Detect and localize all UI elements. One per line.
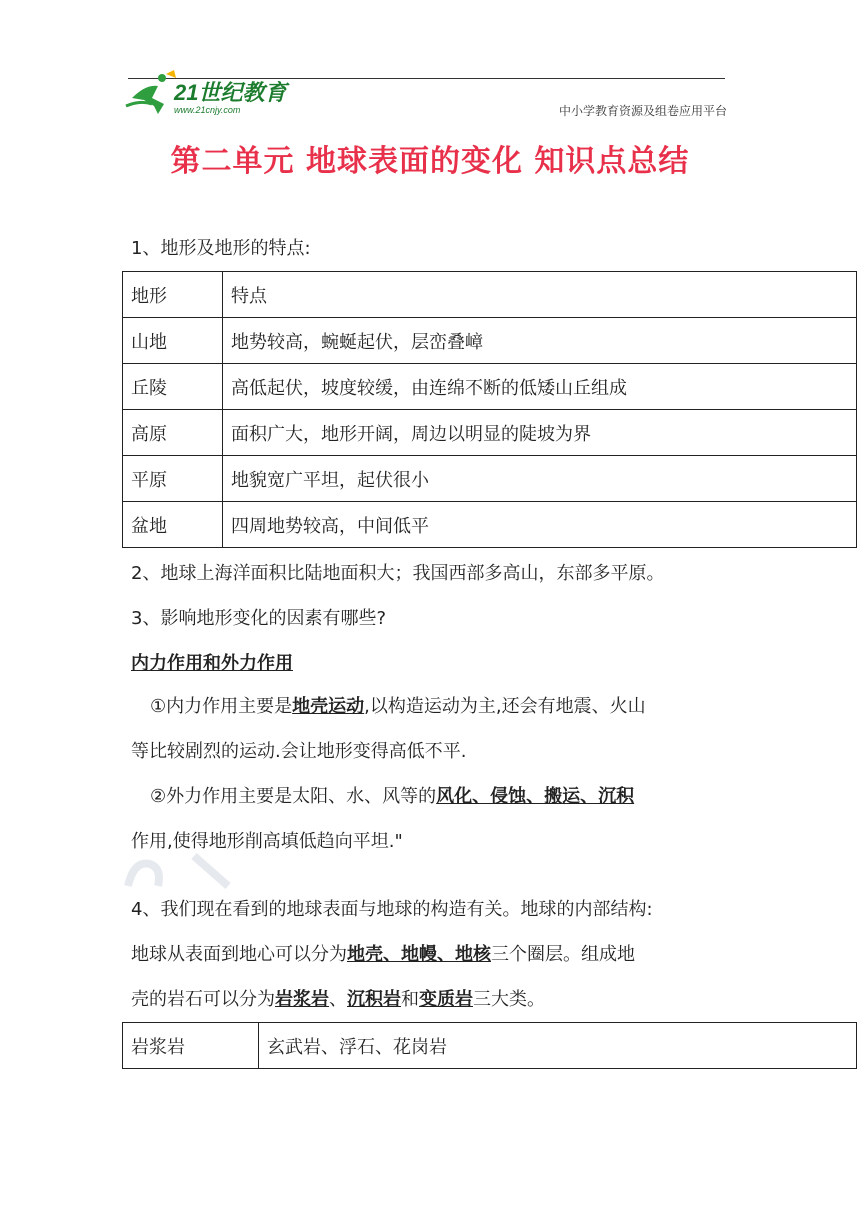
section3-para2-line1 xyxy=(150,784,634,810)
table-cell: 平原 xyxy=(123,456,223,502)
section1-heading: 1、地形及地形的特点: xyxy=(131,238,311,259)
table-cell: 高低起伏，坡度较缓，由连绵不断的低矮山丘组成 xyxy=(223,364,857,410)
text-span: ②外力作用主要是太阳、水、风等的 xyxy=(150,786,437,807)
section4-line3 xyxy=(131,987,545,1013)
table-cell: 地貌宽广平坦，起伏很小 xyxy=(223,456,857,502)
table-row xyxy=(123,1023,857,1069)
text-span: ,以构造运动为主,还会有地震、火山 xyxy=(364,696,646,717)
table-row xyxy=(123,456,857,502)
watermark-icon xyxy=(124,850,264,890)
section3-para1-line1 xyxy=(150,694,646,720)
landform-table xyxy=(122,271,857,548)
section4-line2 xyxy=(131,942,635,968)
table-cell: 特点 xyxy=(223,272,857,318)
section4-line1: 4、我们现在看到的地球表面与地球的构造有关。地球的内部结构: xyxy=(131,899,653,920)
text-span: ①内力作用主要是 xyxy=(150,696,293,717)
table-cell: 盆地 xyxy=(123,502,223,548)
table-row xyxy=(123,410,857,456)
table-row xyxy=(123,364,857,410)
emphasis-text: 地壳、地幔、地核 xyxy=(347,944,491,965)
table-row xyxy=(123,272,857,318)
emphasis-text: 地壳运动 xyxy=(292,696,365,717)
table-cell: 地势较高，蜿蜒起伏，层峦叠嶂 xyxy=(223,318,857,364)
logo xyxy=(122,70,292,118)
table-cell: 高原 xyxy=(123,410,223,456)
table-cell: 丘陵 xyxy=(123,364,223,410)
emphasis-text: 变质岩 xyxy=(419,989,473,1010)
table-cell: 面积广大，地形开阔，周边以明显的陡坡为界 xyxy=(223,410,857,456)
header-platform-text: 中小学教育资源及组卷应用平台 xyxy=(558,104,727,118)
text-span: 地球从表面到地心可以分为 xyxy=(131,944,347,965)
emphasis-text: 沉积岩 xyxy=(347,989,401,1010)
text-span: 和 xyxy=(401,989,419,1010)
table-cell: 四周地势较高，中间低平 xyxy=(223,502,857,548)
section3-para2-line2: 作用,使得地形削高填低趋向平坦." xyxy=(131,831,403,852)
section2-text: 2、地球上海洋面积比陆地面积大；我国西部多高山，东部多平原。 xyxy=(131,563,665,584)
rock-table xyxy=(122,1022,857,1069)
section3-subheading: 内力作用和外力作用 xyxy=(131,653,293,674)
emphasis-text: 风化、侵蚀、搬运、沉积 xyxy=(436,786,635,807)
emphasis-text: 岩浆岩 xyxy=(275,989,329,1010)
page-title: 第二单元 地球表面的变化 知识点总结 xyxy=(170,144,690,179)
text-span: 、 xyxy=(329,989,347,1010)
table-cell: 地形 xyxy=(123,272,223,318)
section3-para1-line2: 等比较剧烈的运动.会让地形变得高低不平. xyxy=(131,741,467,762)
logo-main-text: 21世纪教育 xyxy=(174,80,287,105)
table-row xyxy=(123,318,857,364)
text-span: 壳的岩石可以分为 xyxy=(131,989,275,1010)
logo-url-text: www.21cnjy.com xyxy=(174,105,241,115)
section3-heading: 3、影响地形变化的因素有哪些? xyxy=(131,608,387,629)
table-cell: 山地 xyxy=(123,318,223,364)
runner-icon xyxy=(126,70,176,114)
text-span: 三大类。 xyxy=(473,989,545,1010)
table-row xyxy=(123,502,857,548)
table-cell: 玄武岩、浮石、花岗岩 xyxy=(259,1023,857,1069)
table-cell: 岩浆岩 xyxy=(123,1023,259,1069)
text-span: 三个圈层。组成地 xyxy=(491,944,635,965)
